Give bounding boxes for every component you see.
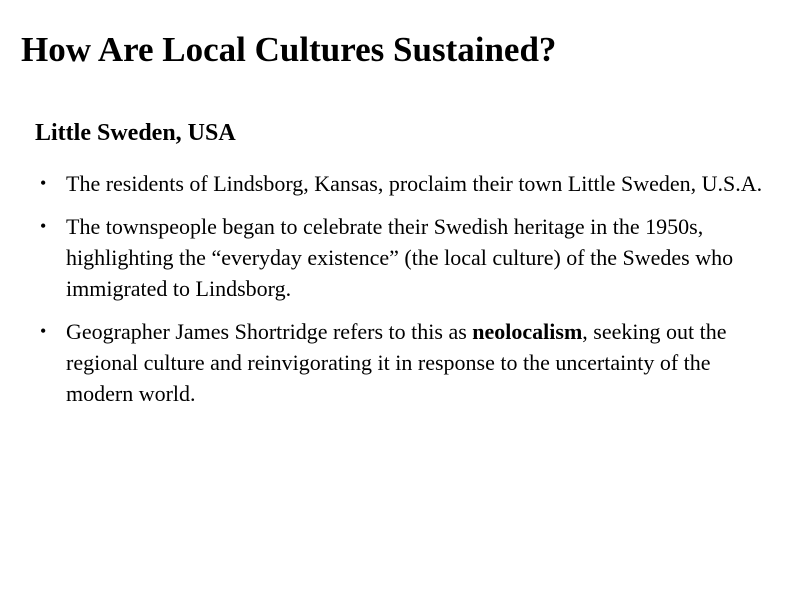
bullet-text-before: Geographer James Shortridge refers to this as bbox=[66, 319, 473, 344]
neolocalism-term: neolocalism bbox=[472, 319, 583, 344]
slide-title: How Are Local Cultures Sustained? bbox=[21, 30, 557, 69]
bullet-icon: • bbox=[40, 173, 47, 193]
bullet-text: The residents of Lindsborg, Kansas, proclaim their town Little Sweden, U.S.A. bbox=[66, 171, 763, 196]
bullet-list bbox=[40, 168, 775, 421]
slide-subheading: Little Sweden, USA bbox=[35, 120, 236, 146]
bullet-item-heritage bbox=[40, 211, 775, 304]
bullet-item-residents bbox=[40, 168, 775, 199]
bullet-text-after: , seeking out the regional culture and reinvigorating it in response to the uncertainty of the modern world. bbox=[66, 319, 727, 406]
bullet-icon: • bbox=[40, 321, 47, 341]
bullet-item-neolocalism bbox=[40, 316, 775, 409]
bullet-text: The townspeople began to celebrate their Swedish heritage in the 1950s, highlighting the “everyday existence” (the local culture) of the Swedes who immigrated to Lindsborg. bbox=[66, 214, 734, 301]
bullet-icon: • bbox=[40, 216, 47, 236]
